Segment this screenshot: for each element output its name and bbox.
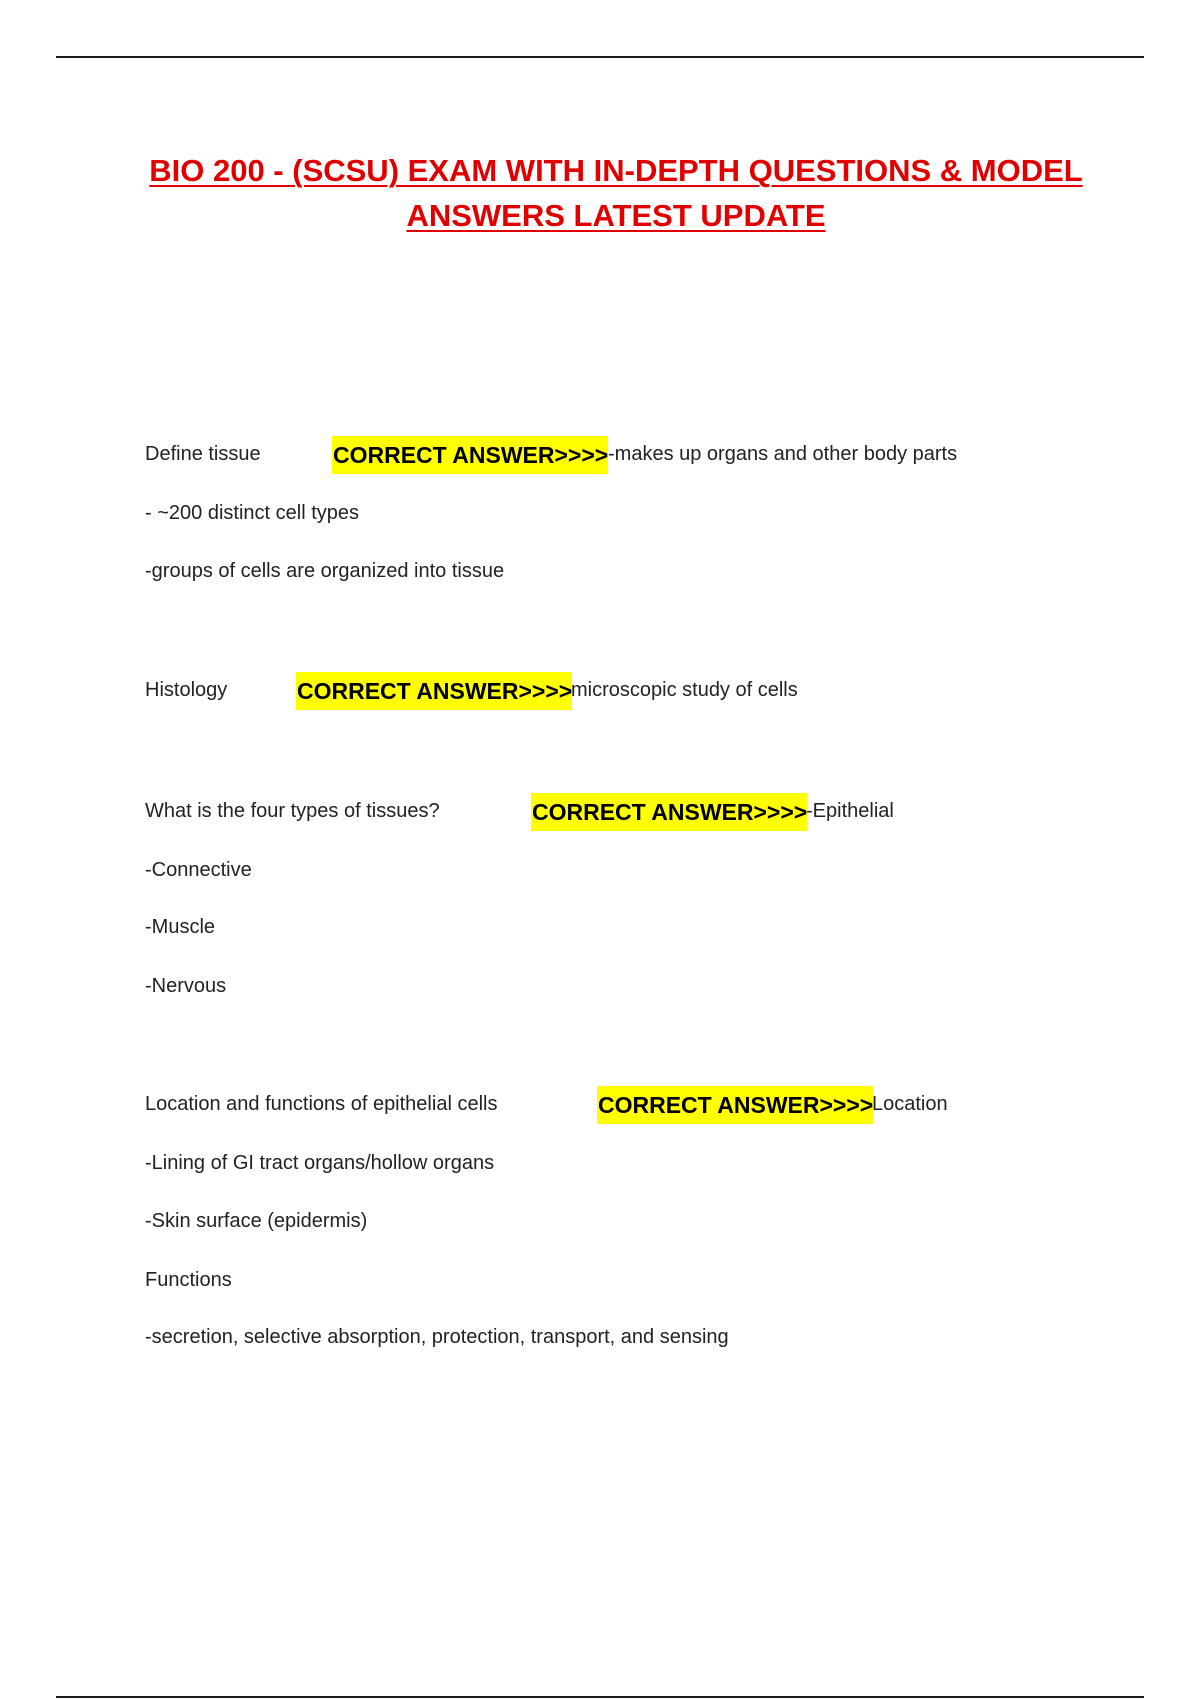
answer-epithelial-cells: Location xyxy=(872,1093,948,1115)
question-epithelial-cells: Location and functions of epithelial cells xyxy=(145,1093,498,1115)
answer-define-tissue: -makes up organs and other body parts xyxy=(608,443,958,465)
detail-line: -Muscle xyxy=(145,916,216,938)
bottom-rule xyxy=(56,1696,1144,1698)
question-define-tissue: Define tissue xyxy=(145,443,261,465)
detail-line: -Lining of GI tract organs/hollow organs xyxy=(145,1152,495,1174)
correct-answer-highlight: CORRECT ANSWER>>>> xyxy=(597,1086,873,1124)
top-rule xyxy=(56,56,1144,58)
question-histology: Histology xyxy=(145,679,228,701)
document-title: BIO 200 - (SCSU) EXAM WITH IN-DEPTH QUESTIONS & MODEL ANSWERS LATEST UPDATE xyxy=(149,153,1083,233)
correct-answer-highlight: CORRECT ANSWER>>>> xyxy=(332,436,608,474)
answer-histology: microscopic study of cells xyxy=(571,679,798,701)
detail-line: -Nervous xyxy=(145,975,227,997)
correct-answer-highlight: CORRECT ANSWER>>>> xyxy=(531,793,807,831)
detail-line: -secretion, selective absorption, protection, transport, and sensing xyxy=(145,1326,729,1348)
detail-line: - ~200 distinct cell types xyxy=(145,502,359,524)
question-tissue-types: What is the four types of tissues? xyxy=(145,800,440,822)
detail-line: Functions xyxy=(145,1269,232,1291)
correct-answer-highlight: CORRECT ANSWER>>>> xyxy=(296,672,572,710)
detail-line: -Connective xyxy=(145,859,252,881)
detail-line: -Skin surface (epidermis) xyxy=(145,1210,368,1232)
detail-line: -groups of cells are organized into tissue xyxy=(145,560,505,582)
answer-tissue-types: -Epithelial xyxy=(806,800,894,822)
